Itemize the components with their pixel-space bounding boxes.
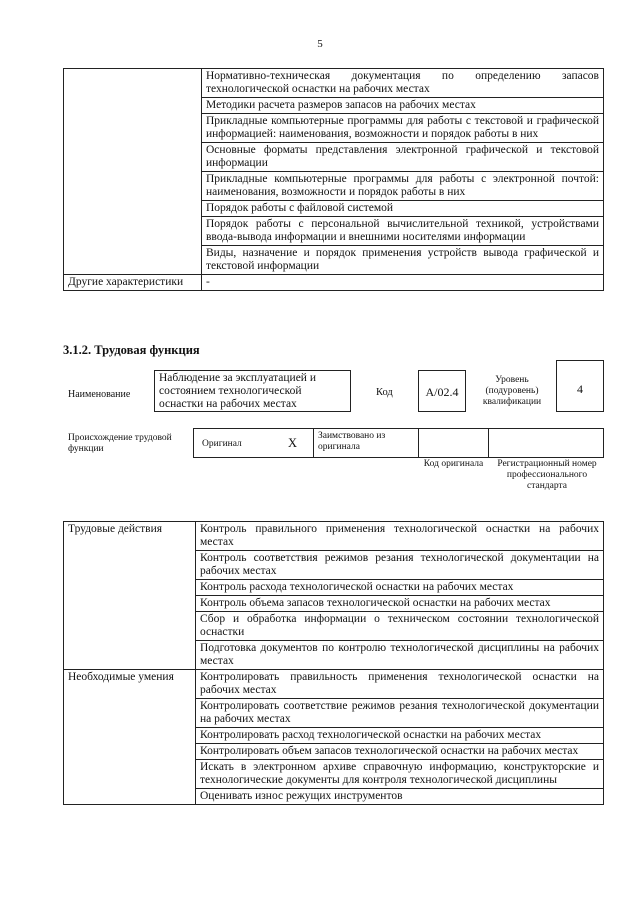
table-cell: Прикладные компьютерные программы для работы с текстовой и графической информацией: наименования, возможности и порядок работы в них — [202, 114, 604, 143]
table-cell: Искать в электронном архиве справочную информацию, конструкторские и технологические документы для контроля технологической дисциплины — [196, 760, 604, 789]
code-label: Код — [376, 387, 393, 398]
code-value-box: A/02.4 — [418, 370, 466, 412]
table-cell: Порядок работы с файловой системой — [202, 201, 604, 217]
function-name-box: Наблюдение за эксплуатацией и состоянием технологической оснастки на рабочих местах — [154, 370, 351, 412]
table-cell: Оценивать износ режущих инструментов — [196, 789, 604, 805]
group-label-skills: Необходимые умения — [64, 670, 196, 805]
table-cell: Контролировать соответствие режимов резания технологической документации на рабочих местах — [196, 699, 604, 728]
table-cell: Контролировать объем запасов технологической оснастки на рабочих местах — [196, 744, 604, 760]
section-title: 3.1.2. Трудовая функция — [63, 343, 200, 357]
table-cell: Порядок работы с персональной вычислительной техникой, устройствами ввода-вывода информации и внешними носителями информации — [202, 217, 604, 246]
original-code-box — [418, 428, 489, 458]
table-cell: Контроль расхода технологической оснастки на рабочих местах — [196, 580, 604, 596]
row-label-other: Другие характеристики — [64, 275, 202, 291]
table-cell: Сбор и обработка информации о техническом состоянии технологической оснастки — [196, 612, 604, 641]
table-cell: - — [202, 275, 604, 291]
name-label: Наименование — [68, 389, 131, 400]
level-label: Уровень (подуровень) квалификации — [482, 375, 542, 407]
original-label: Оригинал — [202, 439, 242, 449]
borrowed-box: Заимствовано из оригинала — [313, 428, 419, 458]
table-cell: Подготовка документов по контролю технологической дисциплины на рабочих местах — [196, 641, 604, 670]
table-cell: Прикладные компьютерные программы для работы с электронной почтой: наименования, возможности и порядок работы в них — [202, 172, 604, 201]
original-box — [193, 428, 314, 458]
original-mark: X — [288, 436, 298, 450]
original-code-caption: Код оригинала — [423, 459, 484, 469]
table-cell: Контроль объема запасов технологической оснастки на рабочих местах — [196, 596, 604, 612]
table-cell: Контроль правильного применения технологической оснастки на рабочих местах — [196, 522, 604, 551]
registration-caption: Регистрационный номер профессионального стандарта — [497, 459, 597, 491]
group-label-actions: Трудовые действия — [64, 522, 196, 670]
table-row — [64, 69, 604, 98]
origin-label: Происхождение трудовой функции — [68, 433, 172, 454]
table-cell: Методики расчета размеров запасов на рабочих местах — [202, 98, 604, 114]
table-cell: Основные форматы представления электронной графической и текстовой информации — [202, 143, 604, 172]
table-cell: Контроль соответствия режимов резания технологической документации на рабочих местах — [196, 551, 604, 580]
table-row — [64, 670, 604, 699]
table-cell: Виды, назначение и порядок применения устройств вывода графической и текстовой информации — [202, 246, 604, 275]
labor-function-table — [63, 521, 604, 805]
table-cell: Контролировать расход технологической оснастки на рабочих местах — [196, 728, 604, 744]
table-row — [64, 522, 604, 551]
table-cell: Нормативно-техническая документация по определению запасов технологической оснастки на рабочих местах — [202, 69, 604, 98]
row-label-empty — [64, 69, 202, 275]
knowledge-table — [63, 68, 604, 291]
table-cell: Контролировать правильность применения технологической оснастки на рабочих местах — [196, 670, 604, 699]
page-number: 5 — [317, 38, 323, 50]
table-row — [64, 275, 604, 291]
level-value-box: 4 — [556, 360, 604, 412]
registration-number-box — [488, 428, 604, 458]
